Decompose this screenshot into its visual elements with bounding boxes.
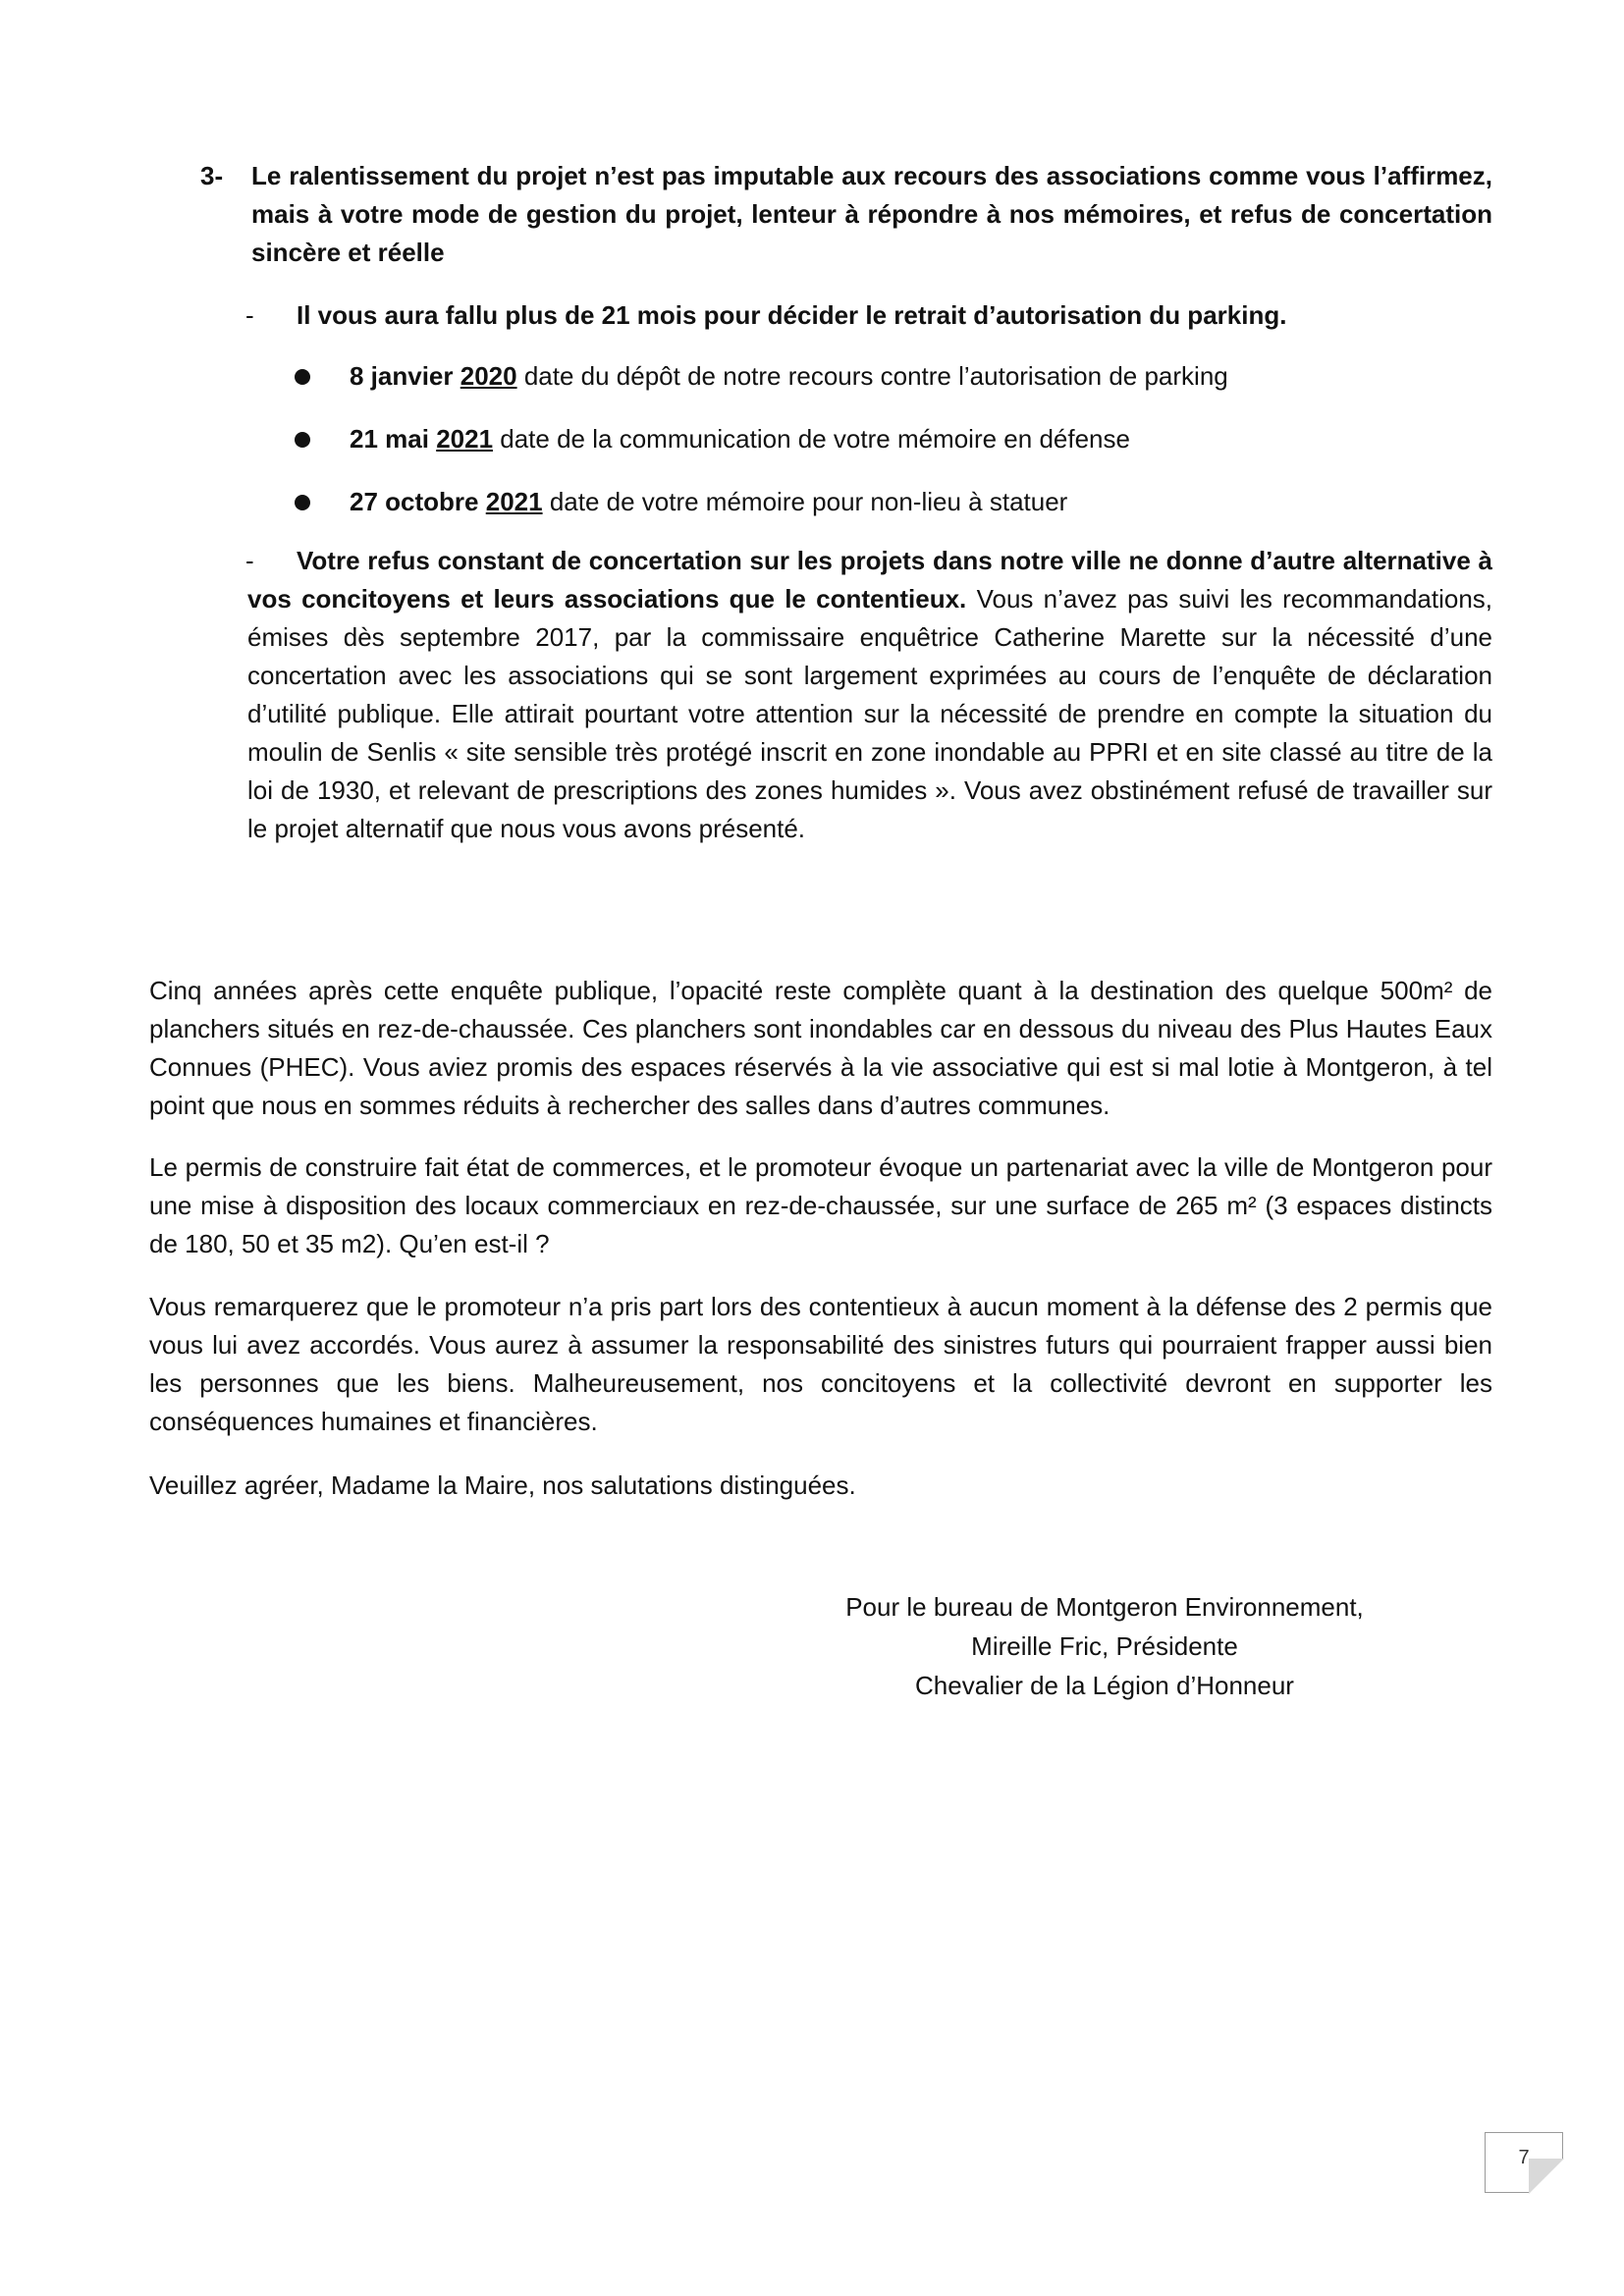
paragraph-closing: Veuillez agréer, Madame la Maire, nos salutations distinguées. — [149, 1470, 856, 1500]
section-number: 3- — [200, 161, 224, 190]
section-heading: Le ralentissement du projet n’est pas imputable aux recours des associations comme vous l’affirmez, mais à votre mode de gestion du projet, lenteur à répondre à nos mémoires, et refus de concertation sincère et réelle — [251, 161, 1492, 267]
page-fold-corner — [1529, 2159, 1564, 2194]
dash-item-bold-text: Votre refus constant de concertation sur les projets dans notre ville ne donne d’autre alternative à vos concitoyens et leurs associations que le contentieux. — [247, 546, 1492, 614]
date-item — [350, 483, 1489, 521]
date-text: date de la communication de votre mémoire en défense — [500, 424, 1130, 454]
dash-marker: - — [245, 546, 254, 575]
date-day: 21 mai — [350, 424, 429, 454]
page-number-box — [1485, 2132, 1563, 2193]
date-year: 2021 — [485, 487, 543, 516]
paragraph-opacity: Cinq années après cette enquête publique, l’opacité reste complète quant à la destination des quelque 500m² de planchers situés en rez-de-chaussée. Ces planchers sont inondables car en dessous du niveau des Plus Hautes Eaux Connues (PHEC). Vous aviez promis des espaces réservés à la vie associative qui est si mal lotie à Montgeron, à tel point que nous en sommes réduits à rechercher des salles dans d’autres communes. — [149, 976, 1492, 1120]
date-day: 8 janvier — [350, 361, 454, 391]
page-number: 7 — [1518, 2147, 1530, 2168]
dash-item-body-text: Vous n’avez pas suivi les recommandations, émises dès septembre 2017, par la commissaire enquêtrice Catherine Marette sur la nécessité d’une concertation avec les associations qui se sont largement exprimées au cours de l’enquête de déclaration d’utilité publique. Elle attirait pourtant votre attention sur la nécessité de prendre en compte la situation du moulin de Senlis « site sensible très protégé inscrit en zone inondable au PPRI et en site classé au titre de la loi de 1930, et relevant de prescriptions des zones humides ». Vous avez obstinément refusé de travailler sur le projet alternatif que nous vous avons présenté. — [247, 584, 1493, 843]
bullet-dot — [295, 369, 310, 385]
dash-item-concertation — [247, 542, 1492, 848]
signature-line-organization: Pour le bureau de Montgeron Environnement, — [845, 1592, 1364, 1622]
date-item — [350, 420, 1489, 458]
date-year: 2020 — [460, 361, 517, 391]
date-item — [350, 357, 1489, 396]
bullet-dot — [295, 495, 310, 510]
bullet-dot — [295, 432, 310, 448]
paragraph-responsibility: Vous remarquerez que le promoteur n’a pris part lors des contentieux à aucun moment à la défense des 2 permis que vous lui avez accordés. Vous aurez à assumer la responsabilité des sinistres futurs qui pourraient frapper aussi bien les personnes que les biens. Malheureusement, nos concitoyens et la collectivité devront en supporter les conséquences humaines et financières. — [149, 1292, 1492, 1436]
date-day: 27 octobre — [350, 487, 479, 516]
paragraph-permit: Le permis de construire fait état de commerces, et le promoteur évoque un partenariat avec la ville de Montgeron pour une mise à disposition des locaux commerciaux en rez-de-chaussée, sur une surface de 265 m² (3 espaces distincts de 180, 50 et 35 m2). Qu’en est-il ? — [149, 1152, 1492, 1258]
dash-marker: - — [245, 300, 254, 330]
dash-item-duration: Il vous aura fallu plus de 21 mois pour décider le retrait d’autorisation du parking. — [297, 300, 1287, 330]
date-year: 2021 — [436, 424, 494, 454]
signature-block — [746, 1587, 1463, 1705]
date-text: date de votre mémoire pour non-lieu à statuer — [549, 487, 1068, 516]
date-text: date du dépôt de notre recours contre l’autorisation de parking — [523, 361, 1228, 391]
signature-line-distinction: Chevalier de la Légion d’Honneur — [915, 1671, 1294, 1700]
signature-line-name: Mireille Fric, Présidente — [971, 1631, 1238, 1661]
